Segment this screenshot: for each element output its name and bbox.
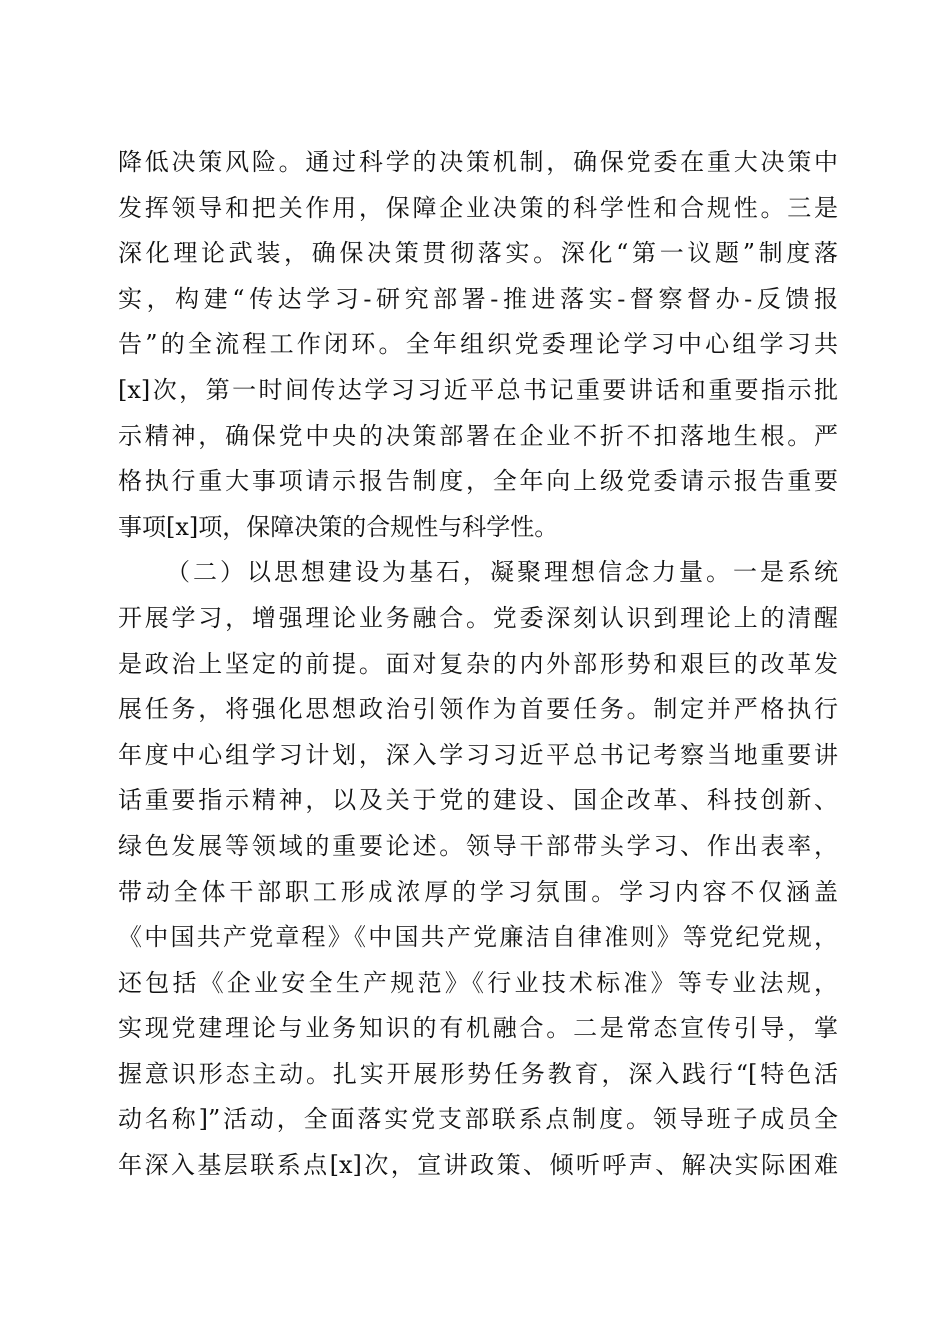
text-line: 年度中心组学习计划，深入学习习近平总书记考察当地重要讲 (118, 740, 838, 769)
text-line: 发挥领导和把关作用，保障企业决策的科学性和合规性。三是 (118, 193, 838, 222)
section-heading-line: （二）以思想建设为基石，凝聚理想信念力量。一是系统 (166, 558, 838, 587)
text-line: 格执行重大事项请示报告制度，全年向上级党委请示报告重要 (118, 467, 838, 496)
text-line: 事项[x]项，保障决策的合规性与科学性。 (118, 512, 559, 541)
text-line: 深化理论武装，确保决策贯彻落实。深化“第一议题”制度落 (118, 239, 838, 268)
document-body (118, 140, 838, 1189)
text-line: 《中国共产党章程》《中国共产党廉洁自律准则》等党纪党规， (118, 923, 838, 952)
text-line: 实现党建理论与业务知识的有机融合。二是常态宣传引导，掌 (118, 1014, 838, 1043)
text-line: 是政治上坚定的前提。面对复杂的内外部形势和艰巨的改革发 (118, 649, 838, 678)
text-line: 绿色发展等领域的重要论述。领导干部带头学习、作出表率， (118, 831, 838, 860)
text-line: 告”的全流程工作闭环。全年组织党委理论学习中心组学习共 (118, 330, 838, 359)
text-line: 握意识形态主动。扎实开展形势任务教育，深入践行“[特色活 (118, 1059, 838, 1088)
text-line: 话重要指示精神，以及关于党的建设、国企改革、科技创新、 (118, 786, 838, 815)
text-line: 年深入基层联系点[x]次，宣讲政策、倾听呼声、解决实际困难 (118, 1151, 838, 1180)
text-line: [x]次，第一时间传达学习习近平总书记重要讲话和重要指示批 (118, 375, 838, 404)
text-line: 还包括《企业安全生产规范》《行业技术标准》等专业法规， (118, 968, 838, 997)
text-line: 开展学习，增强理论业务融合。党委深刻认识到理论上的清醒 (118, 603, 838, 632)
text-line: 动名称]”活动，全面落实党支部联系点制度。领导班子成员全 (118, 1105, 838, 1134)
text-line: 带动全体干部职工形成浓厚的学习氛围。学习内容不仅涵盖 (118, 877, 838, 906)
text-line: 降低决策风险。通过科学的决策机制，确保党委在重大决策中 (118, 148, 838, 176)
text-line: 实，构建“传达学习-研究部署-推进落实-督察督办-反馈报 (118, 284, 838, 313)
text-line: 示精神，确保党中央的决策部署在企业不折不扣落地生根。严 (118, 421, 838, 450)
text-line: 展任务，将强化思想政治引领作为首要任务。制定并严格执行 (118, 695, 838, 724)
